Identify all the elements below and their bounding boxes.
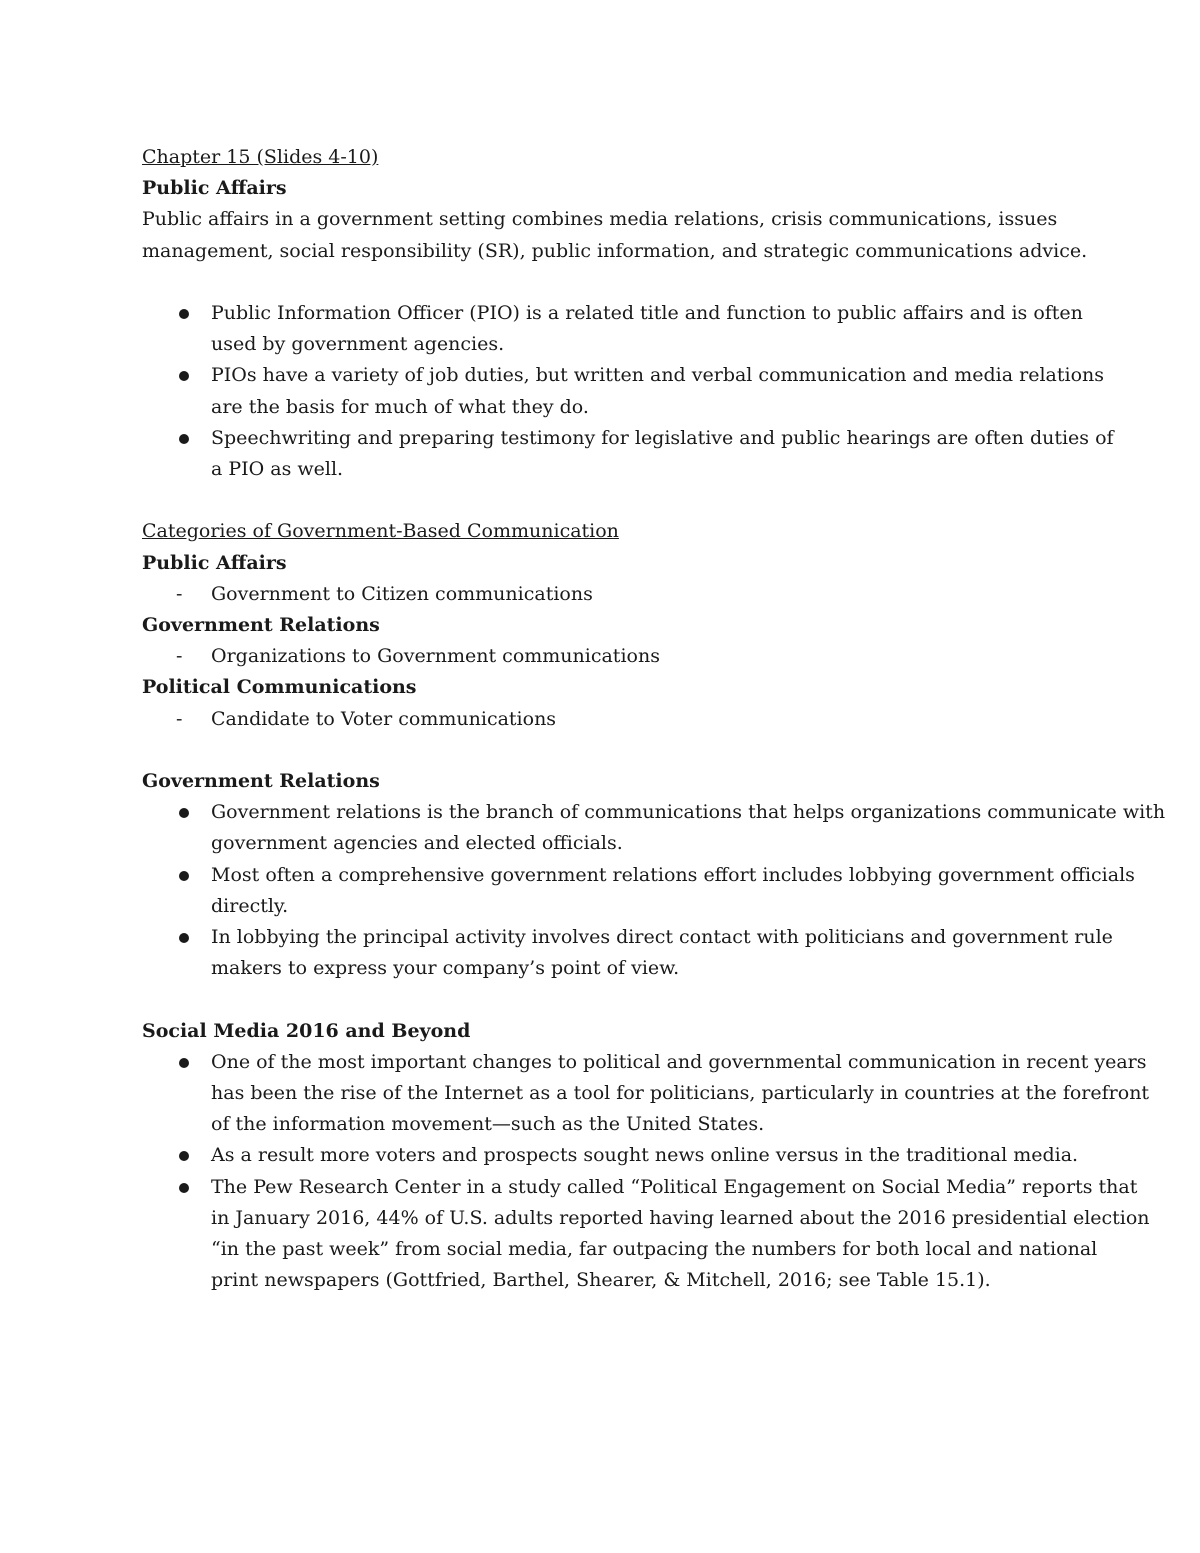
list-item-text: Public Information Officer (PIO) is a related title and function to public affairs and is often used by government agencies.: [211, 302, 1083, 356]
section-title-social-media: Social Media 2016 and Beyond: [142, 1019, 471, 1042]
paragraph-line: management, social responsibility (SR), public information, and strategic communications advice.: [142, 239, 1088, 262]
list-item: [142, 860, 1198, 922]
bullet-list-public-affairs: [142, 298, 1198, 485]
spacer: [142, 984, 1198, 1015]
list-item: [142, 922, 1198, 984]
categories-heading: Categories of Government-Based Communication: [142, 520, 619, 543]
spacer: [142, 267, 1198, 298]
list-item-text: Government relations is the branch of communications that helps organizations communicate with government agencies and elected officials.: [211, 801, 1166, 855]
dash-marker: -: [176, 582, 183, 605]
dash-list: [142, 641, 1198, 672]
list-item: [142, 360, 1198, 422]
dash-list: [142, 704, 1198, 735]
list-item: [142, 579, 1198, 610]
list-item-text: Candidate to Voter communications: [211, 707, 557, 730]
dash-marker: -: [176, 707, 183, 730]
list-item-text: The Pew Research Center in a study called “Political Engagement on Social Media” reports that in January 2016, 44% of U.S. adults reported having learned about the 2016 presidential election “in the past week” from social media, far outpacing the numbers for both local and national print newspapers (Gottfried, Barthel, Shearer, & Mitchell, 2016; see Table 15.1).: [211, 1175, 1150, 1292]
list-item: [142, 1172, 1198, 1297]
list-item-text: Speechwriting and preparing testimony for legislative and public hearings are often duties of a PIO as well.: [211, 426, 1114, 481]
bullet-icon: [179, 371, 189, 381]
bullet-icon: [179, 871, 189, 881]
list-item-text: As a result more voters and prospects sought news online versus in the traditional media.: [211, 1144, 1079, 1167]
bullet-icon: [179, 1151, 189, 1161]
bullet-icon: [179, 1183, 189, 1193]
dash-list: [142, 579, 1198, 610]
list-item: [142, 423, 1198, 485]
section-title-government-relations: Government Relations: [142, 770, 380, 793]
list-item-text: Organizations to Government communications: [211, 645, 660, 668]
category-title: Political Communications: [142, 676, 417, 699]
category-title: Government Relations: [142, 614, 380, 637]
bullet-icon: [179, 808, 189, 818]
bullet-list-government-relations: [142, 797, 1198, 984]
category-title: Public Affairs: [142, 551, 287, 574]
spacer: [142, 735, 1198, 766]
list-item: [142, 1047, 1198, 1141]
list-item: [142, 641, 1198, 672]
dash-marker: -: [176, 645, 183, 668]
spacer: [142, 485, 1198, 516]
bullet-icon: [179, 309, 189, 319]
bullet-icon: [179, 933, 189, 943]
bullet-icon: [179, 1058, 189, 1068]
list-item: [142, 1140, 1198, 1171]
list-item: [142, 704, 1198, 735]
paragraph-line: Public affairs in a government setting combines media relations, crisis communications, issues: [142, 208, 1058, 231]
bullet-list-social-media: [142, 1047, 1198, 1297]
section-title-public-affairs: Public Affairs: [142, 177, 287, 200]
bullet-icon: [179, 434, 189, 444]
list-item: [142, 797, 1198, 859]
list-item-text: Government to Citizen communications: [211, 582, 593, 605]
list-item-text: In lobbying the principal activity involves direct contact with politicians and government rule makers to express your company’s point of view.: [211, 926, 1113, 980]
list-item-text: PIOs have a variety of job duties, but written and verbal communication and media relations are the basis for much of what they do.: [211, 364, 1104, 418]
list-item: [142, 298, 1198, 360]
chapter-heading: Chapter 15 (Slides 4-10): [142, 146, 379, 168]
document-page: [142, 142, 1198, 1296]
list-item-text: One of the most important changes to political and governmental communication in recent years has been the rise of the Internet as a tool for politicians, particularly in countries at the forefront of the information movement—such as the United States.: [211, 1050, 1150, 1136]
list-item-text: Most often a comprehensive government relations effort includes lobbying government officials directly.: [211, 863, 1135, 917]
